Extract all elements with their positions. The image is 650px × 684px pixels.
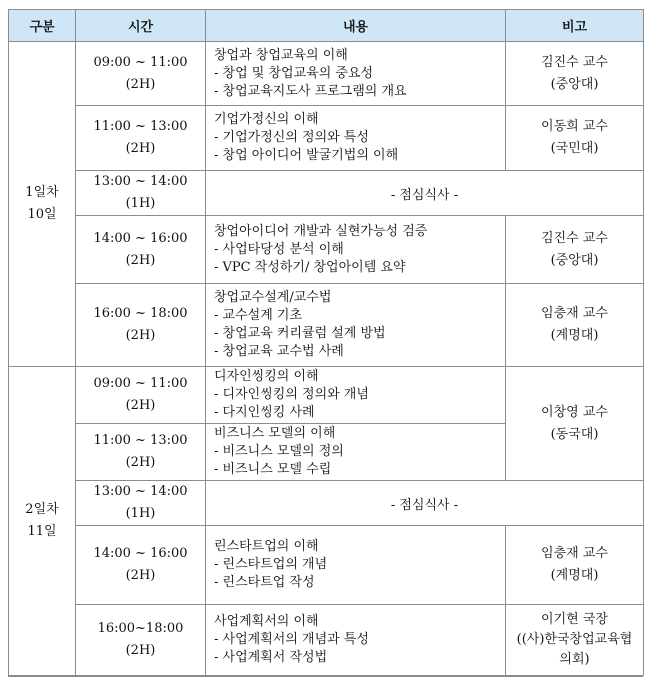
- content-cell: [206, 424, 506, 481]
- time-cell: [76, 481, 206, 526]
- note-cell: [506, 605, 644, 676]
- time-cell: [76, 605, 206, 676]
- day1-label: [9, 42, 76, 367]
- session-title: 창업아이디어 개발과 실현가능성 검증: [214, 223, 428, 239]
- instructor-name: 이동희 교수: [541, 119, 608, 134]
- time-range: 09:00 ~ 11:00: [93, 376, 188, 391]
- table-row: [9, 171, 644, 216]
- schedule-table: [8, 9, 644, 676]
- time-range: 11:00 ~ 13:00: [93, 119, 188, 134]
- time-range: 14:00 ~ 16:00: [93, 546, 188, 561]
- instructor-affiliation: (국민대): [550, 141, 599, 156]
- time-hours: (1H): [125, 506, 156, 521]
- note-cell: [506, 42, 644, 106]
- time-hours: (2H): [125, 252, 156, 268]
- content-cell: [206, 216, 506, 284]
- time-cell: [76, 284, 206, 367]
- session-item: - 다지인씽킹 사례: [214, 405, 315, 420]
- session-item: - VPC 작성하기/ 창업아이템 요약: [214, 259, 406, 275]
- table-row: [9, 481, 644, 526]
- time-cell: [76, 216, 206, 284]
- content-cell: [206, 526, 506, 605]
- session-item: - 린스타트업의 개념: [214, 557, 328, 572]
- time-cell: [76, 424, 206, 481]
- session-item: - 비즈니스 모델의 정의: [214, 444, 344, 459]
- instructor-name: 김진수 교수: [541, 54, 608, 70]
- time-range: 09:00 ~ 11:00: [93, 54, 188, 70]
- time-cell: [76, 367, 206, 424]
- time-hours: (2H): [125, 141, 156, 156]
- session-title: 비즈니스 모델의 이해: [214, 426, 336, 441]
- time-cell: [76, 171, 206, 216]
- instructor-affiliation-cont: 의회): [559, 652, 590, 667]
- instructor-affiliation: (계명대): [550, 328, 599, 343]
- session-item: - 창업교육 커리큘럼 설계 방법: [214, 326, 386, 341]
- session-title: 디자인씽킹의 이해: [214, 369, 319, 384]
- time-hours: (2H): [125, 455, 156, 470]
- instructor-name: 김진수 교수: [541, 230, 608, 246]
- lunch-break: - 점심식사 -: [206, 171, 644, 216]
- time-hours: (1H): [125, 196, 156, 211]
- time-range: 14:00 ~ 16:00: [93, 230, 188, 246]
- instructor-name: 이기현 국장: [541, 612, 608, 627]
- time-hours: (2H): [125, 643, 156, 658]
- session-title: 기업가정신의 이해: [214, 112, 319, 127]
- session-item: - 린스타트업 작성: [214, 575, 315, 590]
- instructor-affiliation: (중앙대): [550, 76, 599, 92]
- instructor-name: 임충재 교수: [541, 306, 608, 321]
- instructor-affiliation: (동국대): [550, 426, 599, 442]
- session-item: - 교수설계 기초: [214, 308, 303, 323]
- table-row: [9, 284, 644, 367]
- session-title: 린스타트업의 이해: [214, 539, 319, 554]
- instructor-affiliation: (계명대): [550, 568, 599, 583]
- time-cell: [76, 106, 206, 171]
- instructor-name: 임충재 교수: [541, 546, 608, 561]
- session-item: - 디자인씽킹의 정의와 개념: [214, 387, 369, 402]
- content-cell: [206, 284, 506, 367]
- lunch-break: - 점심식사 -: [206, 481, 644, 526]
- session-item: - 사업계획서의 개념과 특성: [214, 632, 369, 647]
- time-cell: [76, 526, 206, 605]
- day2-label: [9, 367, 76, 676]
- content-cell: [206, 605, 506, 676]
- instructor-affiliation: (중앙대): [550, 252, 599, 268]
- time-hours: (2H): [125, 398, 156, 413]
- day1-label-line2: 10일: [27, 207, 57, 222]
- table-row: [9, 526, 644, 605]
- session-item: - 비즈니스 모델 수립: [214, 462, 332, 477]
- content-cell: [206, 42, 506, 106]
- instructor-name: 이창영 교수: [541, 404, 608, 420]
- day2-label-line2: 11일: [27, 524, 57, 539]
- time-range: 13:00 ~ 14:00: [93, 484, 188, 499]
- time-cell: [76, 42, 206, 106]
- table-row: [9, 216, 644, 284]
- time-hours: (2H): [125, 568, 156, 583]
- content-cell: [206, 367, 506, 424]
- note-cell: [506, 526, 644, 605]
- header-content: 내용: [206, 10, 506, 42]
- session-title: 창업교수설계/교수법: [214, 290, 332, 305]
- header-note: 비고: [506, 10, 644, 42]
- content-cell: [206, 106, 506, 171]
- session-item: - 창업 아이디어 발굴기법의 이해: [214, 148, 399, 163]
- table-row: [9, 605, 644, 676]
- header-time: 시간: [76, 10, 206, 42]
- table-row: [9, 106, 644, 171]
- day2-label-line1: 2일차: [25, 502, 59, 517]
- note-cell: [506, 367, 644, 481]
- header-row: [9, 10, 644, 42]
- header-category: 구분: [9, 10, 76, 42]
- time-hours: (2H): [125, 328, 156, 343]
- session-item: - 기업가정신의 정의와 특성: [214, 130, 369, 145]
- note-cell: [506, 216, 644, 284]
- day1-label-line1: 1일차: [25, 185, 59, 200]
- time-range: 11:00 ~ 13:00: [93, 433, 188, 448]
- note-cell: [506, 106, 644, 171]
- note-cell: [506, 284, 644, 367]
- session-item: - 창업교육 교수법 사례: [214, 344, 344, 359]
- session-item: - 사업계획서 작성법: [214, 650, 328, 665]
- session-item: - 창업 및 창업교육의 중요성: [214, 65, 374, 81]
- instructor-affiliation: ((사)한국창업교육협: [516, 632, 633, 647]
- session-item: - 창업교육지도사 프로그램의 개요: [214, 83, 407, 99]
- session-title: 창업과 창업교육의 이해: [214, 47, 348, 63]
- table-row: [9, 42, 644, 106]
- time-hours: (2H): [125, 76, 156, 92]
- time-range: 13:00 ~ 14:00: [93, 174, 188, 189]
- session-item: - 사업타당성 분석 이해: [214, 241, 344, 257]
- time-range: 16:00~18:00: [97, 621, 184, 636]
- time-range: 16:00 ~ 18:00: [93, 306, 188, 321]
- table-row: [9, 367, 644, 424]
- session-title: 사업계획서의 이해: [214, 614, 319, 629]
